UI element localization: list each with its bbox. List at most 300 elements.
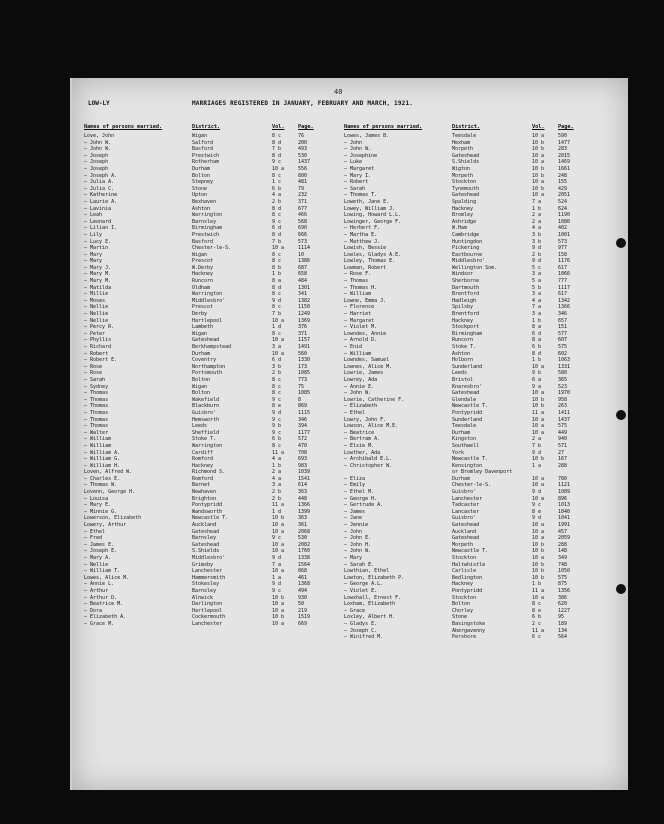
entry-vol: 3 a bbox=[532, 311, 542, 318]
entry-page: 1469 bbox=[558, 159, 571, 166]
entry-name: — Annie L. bbox=[84, 581, 115, 588]
entry-name: — Julia C. bbox=[84, 185, 115, 192]
entry-district: Rotherham bbox=[192, 159, 220, 166]
entry-district: Darlington bbox=[192, 601, 223, 608]
entry-row bbox=[344, 430, 594, 437]
entry-row bbox=[84, 291, 334, 298]
entry-row bbox=[84, 595, 334, 602]
entry-vol: 8 a bbox=[272, 278, 282, 285]
entry-district: Middlesbro' bbox=[192, 555, 226, 561]
entry-name: — Charles E. bbox=[84, 475, 121, 482]
entry-page: 365 bbox=[558, 376, 568, 383]
entry-district: Barnsley bbox=[192, 587, 217, 594]
entry-vol: 8 d bbox=[532, 350, 542, 357]
entry-district: Abergavenny bbox=[452, 627, 486, 634]
entry-district: Wigan bbox=[192, 133, 208, 139]
entry-vol: 2 a bbox=[532, 218, 542, 225]
entry-page: 79 bbox=[298, 185, 305, 192]
entry-row bbox=[344, 601, 594, 608]
entry-district: Durham bbox=[452, 475, 471, 482]
entry-district: Pontypridd bbox=[452, 587, 483, 594]
entry-vol: 10 a bbox=[272, 522, 285, 529]
entry-district: Eastbourne bbox=[452, 251, 483, 258]
entry-page: 363 bbox=[298, 489, 308, 496]
entry-district: Stockton bbox=[452, 179, 477, 186]
entry-district: Pershore bbox=[452, 634, 477, 641]
entry-page: 869 bbox=[298, 403, 308, 410]
entry-vol: 10 b bbox=[272, 515, 285, 522]
entry-name: — Thomas bbox=[84, 416, 109, 423]
entry-row bbox=[84, 575, 334, 582]
entry-vol: 8 a bbox=[532, 324, 542, 331]
entry-page: 564 bbox=[558, 634, 568, 641]
entry-district: Wigan bbox=[192, 251, 208, 258]
entry-name: Lowing, Howard L.L. bbox=[344, 212, 402, 219]
entry-page: 708 bbox=[298, 449, 308, 456]
entry-vol: 10 a bbox=[532, 159, 545, 166]
entry-district: Bromley bbox=[452, 212, 474, 219]
entry-name: — Joseph bbox=[84, 165, 109, 172]
page-number: 40 bbox=[334, 88, 343, 96]
entry-row bbox=[84, 542, 334, 549]
entry-district: Stone bbox=[192, 185, 208, 192]
right-entries bbox=[344, 133, 594, 641]
entry-vol: 3 a bbox=[532, 291, 542, 298]
entry-page: 1368 bbox=[298, 581, 311, 588]
entry-page: 1157 bbox=[298, 337, 311, 344]
entry-vol: 10 a bbox=[532, 475, 545, 482]
entry-page: 573 bbox=[558, 238, 568, 245]
entry-page: 232 bbox=[298, 192, 308, 199]
entry-page: 248 bbox=[558, 172, 568, 179]
entry-vol: 10 a bbox=[272, 601, 285, 608]
entry-district: Barnet bbox=[192, 482, 211, 489]
entry-district: Guisbro' bbox=[192, 409, 217, 416]
entry-row bbox=[344, 588, 594, 595]
entry-row bbox=[84, 482, 334, 489]
left-entries bbox=[84, 133, 334, 628]
entry-name: — Louisa bbox=[84, 495, 109, 502]
entry-vol: 8 c bbox=[272, 376, 282, 383]
entry-name: — Joseph bbox=[84, 159, 109, 166]
entry-row bbox=[84, 318, 334, 325]
entry-vol: 8 c bbox=[272, 172, 282, 179]
entry-row bbox=[344, 575, 594, 582]
entry-name: — Robert E. bbox=[84, 357, 118, 364]
entry-vol: 10 a bbox=[532, 495, 545, 502]
entry-page: 1760 bbox=[298, 548, 311, 555]
entry-name: — Thomas bbox=[84, 390, 109, 397]
entry-vol: 11 a bbox=[532, 627, 545, 634]
entry-district: Gateshead bbox=[192, 337, 220, 344]
entry-row bbox=[84, 423, 334, 430]
entry-page: 687 bbox=[298, 264, 308, 271]
entry-row bbox=[84, 192, 334, 199]
entry-district: Birmingham bbox=[192, 225, 223, 232]
header-names: Names of persons married. bbox=[84, 124, 163, 130]
entry-page: 983 bbox=[298, 462, 308, 469]
entry-name: — Ethel M. bbox=[344, 489, 375, 496]
entry-vol: 10 b bbox=[532, 574, 545, 581]
header-page: Page. bbox=[298, 124, 314, 130]
entry-row bbox=[84, 548, 334, 555]
entry-row bbox=[344, 384, 594, 391]
entry-page: 2015 bbox=[558, 152, 571, 159]
entry-name: — Katherine bbox=[84, 192, 118, 199]
entry-page: 1970 bbox=[558, 390, 571, 397]
entry-row bbox=[344, 443, 594, 450]
entry-row bbox=[344, 146, 594, 153]
entry-name: — Bertram A. bbox=[344, 436, 381, 443]
entry-district: Blackburn bbox=[192, 403, 220, 410]
entry-page: 1040 bbox=[558, 508, 571, 515]
entry-page: 1331 bbox=[558, 363, 571, 370]
entry-name: — John W. bbox=[344, 146, 372, 153]
entry-district: Guisbro' bbox=[452, 489, 477, 496]
entry-page: 1330 bbox=[298, 357, 311, 364]
entry-row bbox=[344, 390, 594, 397]
binder-hole bbox=[616, 584, 626, 594]
entry-district: Chester-le-S. bbox=[452, 482, 492, 489]
entry-name: — Fred bbox=[84, 535, 103, 542]
entry-name: — Elizabeth bbox=[344, 403, 378, 410]
entry-name: — Thomas bbox=[84, 396, 109, 403]
entry-name: Lowles, Gladys A.E. bbox=[344, 251, 402, 258]
entry-page: 1114 bbox=[298, 245, 311, 252]
entry-vol: 10 a bbox=[532, 423, 545, 430]
entry-name: — Rose bbox=[84, 363, 103, 370]
entry-row bbox=[84, 502, 334, 509]
entry-row bbox=[344, 232, 594, 239]
entry-page: 148 bbox=[558, 548, 568, 555]
entry-row bbox=[344, 159, 594, 166]
entry-row bbox=[84, 430, 334, 437]
entry-page: 1477 bbox=[558, 139, 571, 146]
entry-page: 572 bbox=[298, 436, 308, 443]
entry-page: 341 bbox=[298, 291, 308, 298]
entry-row bbox=[344, 423, 594, 430]
entry-name: — Enid bbox=[344, 344, 363, 350]
entry-name: — Leah bbox=[84, 212, 103, 219]
entry-name: — Peter bbox=[84, 330, 106, 337]
entry-row bbox=[84, 581, 334, 588]
entry-vol: 9 c bbox=[272, 396, 282, 403]
entry-district: Basford bbox=[192, 238, 214, 245]
entry-vol: 4 a bbox=[532, 297, 542, 304]
entry-district: Alnwick bbox=[192, 594, 214, 601]
entry-vol: 7 a bbox=[532, 198, 542, 205]
entry-district: York bbox=[452, 449, 465, 456]
entry-name: — William bbox=[344, 350, 372, 357]
entry-page: 1661 bbox=[558, 165, 571, 172]
entry-vol: 10 a bbox=[532, 429, 545, 436]
entry-row bbox=[84, 357, 334, 364]
entry-page: 1150 bbox=[298, 304, 311, 311]
entry-row bbox=[84, 219, 334, 226]
entry-district: Stone bbox=[452, 614, 468, 621]
entry-page: 448 bbox=[298, 495, 308, 502]
entry-row bbox=[84, 522, 334, 529]
entry-row bbox=[84, 206, 334, 213]
entry-district: Hexham bbox=[452, 139, 471, 146]
entry-district: Bexhaven bbox=[192, 198, 217, 205]
entry-name: Lowndes, Annie bbox=[344, 330, 387, 337]
entry-district: Salford bbox=[192, 139, 214, 146]
entry-district: Prestwich bbox=[192, 152, 220, 159]
entry-name: — Thomas bbox=[344, 278, 369, 285]
entry-name: — Mary bbox=[84, 258, 103, 265]
column-headers bbox=[84, 124, 334, 133]
entry-vol: 10 a bbox=[272, 337, 285, 344]
entry-row bbox=[344, 502, 594, 509]
entry-vol: 9 d bbox=[272, 409, 282, 416]
entry-page: 575 bbox=[558, 344, 568, 350]
entry-name: — Herbert F. bbox=[344, 225, 381, 232]
entry-vol: 5 b bbox=[532, 284, 542, 291]
entry-name bbox=[344, 469, 452, 476]
entry-vol: 11 a bbox=[532, 409, 545, 416]
entry-row bbox=[84, 265, 334, 272]
entry-row bbox=[84, 245, 334, 252]
entry-name: — Mary E. bbox=[84, 502, 112, 509]
entry-row bbox=[344, 410, 594, 417]
entry-name: — Laurie A. bbox=[84, 198, 118, 205]
entry-district: Portsmouth bbox=[192, 370, 223, 377]
entry-page: 283 bbox=[558, 146, 568, 153]
entry-name: — John W. bbox=[84, 139, 112, 146]
entry-page: 780 bbox=[558, 475, 568, 482]
entry-page: 2051 bbox=[558, 192, 571, 199]
entry-page: 263 bbox=[558, 403, 568, 410]
entry-name: — Julia A. bbox=[84, 179, 115, 186]
entry-name: — James E. bbox=[84, 541, 115, 548]
entry-name: — Richard bbox=[84, 344, 112, 350]
entry-district: Hammersmith bbox=[192, 574, 226, 581]
entry-district: Warrington bbox=[192, 212, 223, 219]
entry-district: Lancaster bbox=[452, 508, 480, 515]
entry-name: — William H. bbox=[84, 462, 121, 469]
entry-vol: 8 c bbox=[272, 390, 282, 397]
entry-name: — Gertrude A. bbox=[344, 502, 384, 509]
register-title: MARRIAGES REGISTERED IN JANUARY, FEBRUARY AND MARCH, 1921. bbox=[192, 100, 414, 107]
entry-district: Basingstoke bbox=[452, 620, 486, 627]
entry-district: Gateshead bbox=[452, 192, 480, 199]
entry-district: Brighton bbox=[192, 495, 217, 502]
entry-name: Lowry, John F. bbox=[344, 416, 387, 423]
entry-row bbox=[344, 456, 594, 463]
entry-district: Bedlington bbox=[452, 574, 483, 581]
entry-page: 346 bbox=[558, 311, 568, 318]
entry-name: — John W. bbox=[344, 390, 372, 397]
entry-name: — Florence bbox=[344, 304, 375, 311]
entry-name: Lowndes, Samuel bbox=[344, 357, 390, 364]
entry-name: — Phyllis bbox=[84, 337, 112, 344]
entry-district: Chorley bbox=[452, 607, 474, 614]
entry-name: — William T. bbox=[84, 568, 121, 575]
entry-district: Ashridge bbox=[452, 218, 477, 225]
entry-row bbox=[84, 252, 334, 259]
entry-row bbox=[344, 548, 594, 555]
entry-page: 1080 bbox=[558, 218, 571, 225]
entry-page: 461 bbox=[298, 574, 308, 581]
entry-vol: 2 c bbox=[532, 620, 542, 627]
entry-row bbox=[344, 364, 594, 371]
entry-name: — Matilda bbox=[84, 284, 112, 291]
entry-row bbox=[344, 324, 594, 331]
entry-name: — Ethel bbox=[344, 409, 366, 416]
entry-vol: 9 d bbox=[272, 581, 282, 588]
entry-vol: 1 b bbox=[272, 462, 282, 469]
entry-page: 394 bbox=[298, 423, 308, 430]
entry-vol: 10 a bbox=[272, 528, 285, 535]
entry-name: — Elizabeth A. bbox=[84, 614, 127, 621]
entry-district: Lambeth bbox=[192, 324, 214, 331]
entry-page: 1001 bbox=[558, 231, 571, 238]
entry-name: — Ethel bbox=[84, 528, 106, 535]
entry-district: Morpeth bbox=[452, 541, 474, 548]
entry-district: Prescot bbox=[192, 304, 214, 311]
entry-page: 677 bbox=[298, 205, 308, 212]
entry-name: — Sarah E. bbox=[344, 561, 375, 568]
entry-district: Holborn bbox=[452, 357, 474, 364]
entry-row bbox=[344, 318, 594, 325]
entry-name: Lowther, Ada bbox=[344, 449, 381, 456]
entry-name: — Dora bbox=[84, 607, 103, 614]
entry-district: Richmond S. bbox=[192, 469, 226, 476]
entry-page: 560 bbox=[298, 350, 308, 357]
entry-row bbox=[84, 515, 334, 522]
entry-district: Gateshead bbox=[452, 390, 480, 397]
register-page bbox=[70, 78, 628, 790]
entry-district: Chester-le-S. bbox=[192, 245, 232, 252]
header-district: District. bbox=[452, 124, 481, 130]
entry-page: 1356 bbox=[558, 587, 571, 594]
entry-page: 27 bbox=[558, 449, 565, 456]
left-column bbox=[84, 124, 334, 628]
entry-page: 1519 bbox=[298, 614, 311, 621]
entry-district: Sunderland bbox=[452, 416, 483, 423]
entry-district: Hackney bbox=[192, 462, 214, 469]
entry-vol: 10 b bbox=[532, 185, 545, 192]
entry-district: Bolton bbox=[192, 172, 211, 179]
entry-district: Ashton bbox=[192, 205, 211, 212]
entry-page: 1366 bbox=[298, 502, 311, 509]
entry-page: 155 bbox=[558, 179, 568, 186]
entry-vol: 10 b bbox=[532, 403, 545, 410]
entry-page: 868 bbox=[298, 568, 308, 575]
entry-district: Hackney bbox=[452, 581, 474, 588]
entry-row bbox=[344, 562, 594, 569]
entry-vol: 9 d bbox=[532, 515, 542, 522]
entry-district: Derby bbox=[192, 311, 208, 318]
entry-row bbox=[84, 159, 334, 166]
entry-vol: 8 d bbox=[272, 284, 282, 291]
entry-page: 523 bbox=[558, 383, 568, 390]
entry-district: Wakefield bbox=[192, 396, 220, 403]
entry-page: 1366 bbox=[558, 304, 571, 311]
entry-page: 607 bbox=[558, 337, 568, 344]
entry-row bbox=[84, 364, 334, 371]
entry-district: Huntingdon bbox=[452, 238, 483, 245]
entry-district: Basford bbox=[192, 146, 214, 153]
entry-row bbox=[344, 482, 594, 489]
entry-vol: 7 a bbox=[272, 561, 282, 568]
entry-vol: 3 b bbox=[272, 363, 282, 370]
entry-name: — Moses bbox=[84, 297, 106, 304]
entry-district: Stepney bbox=[192, 179, 214, 186]
entry-district: W.Derby bbox=[192, 264, 214, 271]
entry-district: Newcastle T. bbox=[452, 548, 489, 555]
entry-vol: 8 e bbox=[532, 508, 542, 515]
entry-district: Dartmouth bbox=[452, 284, 480, 291]
entry-district: Lanchester bbox=[192, 620, 223, 627]
entry-name: — Gladys E. bbox=[344, 620, 378, 627]
entry-page: 896 bbox=[558, 495, 568, 502]
entry-name: Loxham, Elizabeth bbox=[344, 601, 396, 608]
entry-district: Hadleigh bbox=[452, 297, 477, 304]
entry-name: — Mary bbox=[84, 251, 103, 258]
entry-vol: 10 a bbox=[272, 165, 285, 172]
entry-district: Stokesley bbox=[192, 581, 220, 588]
entry-name: — Millie bbox=[84, 291, 109, 298]
entry-row bbox=[84, 608, 334, 615]
entry-row bbox=[84, 351, 334, 358]
entry-row bbox=[344, 417, 594, 424]
entry-name: Lowson, Alice M.E. bbox=[344, 423, 399, 430]
entry-vol: 4 a bbox=[532, 225, 542, 232]
entry-page: 346 bbox=[298, 416, 308, 423]
entry-district: Haltwhistle bbox=[452, 561, 486, 568]
entry-district: Morpeth bbox=[452, 146, 474, 153]
entry-name: — John bbox=[344, 528, 363, 535]
entry-name: — Eliza bbox=[344, 475, 366, 482]
entry-district: Teesdale bbox=[452, 423, 477, 430]
entry-district: Cambridge bbox=[452, 231, 480, 238]
entry-row bbox=[344, 245, 594, 252]
entry-name: — Lily bbox=[84, 231, 103, 238]
entry-page: 777 bbox=[558, 278, 568, 285]
entry-district: Grimsby bbox=[192, 561, 214, 568]
entry-district: Spalding bbox=[452, 198, 477, 205]
entry-district: Warrington bbox=[192, 442, 223, 449]
entry-district: Cardiff bbox=[192, 449, 214, 456]
entry-row bbox=[344, 166, 594, 173]
entry-name: — Nellie bbox=[84, 561, 109, 568]
entry-district: Gateshead bbox=[192, 541, 220, 548]
entry-page: 669 bbox=[298, 620, 308, 627]
entry-name: — Nellie bbox=[84, 317, 109, 324]
binder-hole bbox=[616, 238, 626, 248]
entry-page: 158 bbox=[558, 251, 568, 258]
entry-vol: 10 a bbox=[532, 594, 545, 601]
entry-vol: 2 a bbox=[532, 436, 542, 443]
entry-row bbox=[344, 463, 594, 470]
entry-district: Barnsley bbox=[192, 535, 217, 542]
entry-name: — Matthew J. bbox=[344, 238, 381, 245]
entry-page: 75 bbox=[298, 383, 305, 390]
entry-row bbox=[344, 331, 594, 338]
entry-district: or Bromley Davenport bbox=[452, 469, 513, 476]
entry-district: Brentford bbox=[452, 311, 480, 318]
entry-vol: 6 b bbox=[272, 185, 282, 192]
entry-name: — Lucy E. bbox=[84, 238, 112, 245]
entry-page: 371 bbox=[298, 330, 308, 337]
entry-vol: 4 a bbox=[272, 475, 282, 482]
entry-page: 50 bbox=[298, 601, 305, 608]
entry-name: — Sydney bbox=[84, 383, 109, 390]
entry-page: 1338 bbox=[298, 555, 311, 561]
entry-row bbox=[84, 179, 334, 186]
